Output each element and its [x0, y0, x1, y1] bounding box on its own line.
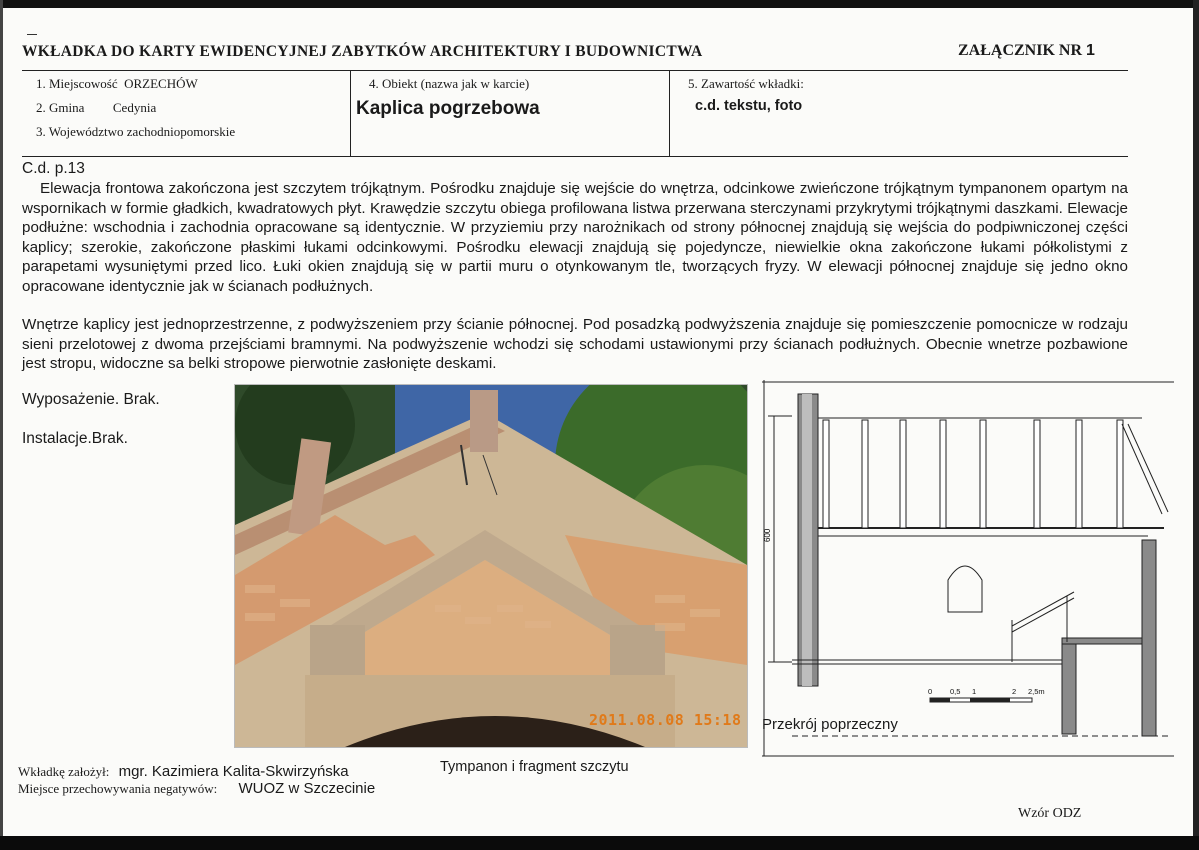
scan-border-bottom: [0, 836, 1199, 850]
scale-label-3: 2: [1012, 687, 1017, 696]
author-line: [18, 763, 349, 780]
content-label: 5. Zawartość wkładki:: [688, 76, 804, 91]
header-rule-bottom: [22, 156, 1128, 157]
storage-line: [18, 780, 375, 797]
content-value: c.d. tekstu, foto: [695, 98, 803, 114]
scan-border-right: [1193, 0, 1199, 850]
form-identifier: Wzór ODZ: [1018, 806, 1082, 821]
tympanum-photo-image: [235, 385, 747, 747]
commune-value: Cedynia: [112, 100, 157, 115]
scale-label-1: 0,5: [950, 687, 961, 696]
description-paragraph-1: Elewacja frontowa zakończona jest szczytem trójkątnym. Pośrodku znajduje się wejście do wnętrza, odcinkowe zwieńczone trójkątnym tympanonem opartym na wspornikach w formie gładkich, kwadratowych płyt. Krawędzie szczytu obiega profilowana listwa przerwana sterczynami przykrytymi trójkątnymi daszkami. Elewacje podłużne: wschodnia i zachodnia opracowane są identycznie. W przyziemiu przy narożnikach od strony północnej znajdują się wejścia do podpiwniczonej części kaplicy; szerokie, zakończone płaskimi łukami odcinkowymi. Pośrodku elewacji znajdują się pojedyncze, niewielkie okna zakończone łukami półkolistymi z parapetami wysuniętymi przed lico. Łuki okien znajdują się w partii muru o otynkowanym tle, tworzących fryzy. W elewacji północnej znajduje się jedno okno opracowane identycznie jak w ścianach podłużnych.: [22, 180, 1128, 295]
locality-field: [36, 76, 198, 92]
header-rule-top: [22, 70, 1128, 71]
annex-text: ZAŁĄCZNIK NR: [958, 42, 1083, 59]
author-value: mgr. Kazimiera Kalita-Skwirzyńska: [118, 763, 349, 780]
document-title: WKŁADKA DO KARTY EWIDENCYJNEJ ZABYTKÓW ARCHITEKTURY I BUDOWNICTWA: [22, 43, 703, 60]
locality-label: 1. Miejscowość: [36, 76, 118, 91]
scan-border-top: [0, 0, 1199, 8]
commune-label: 2. Gmina: [36, 100, 85, 115]
author-label: Wkładkę założył:: [18, 764, 110, 779]
continuation-label: C.d. p.13: [22, 160, 85, 177]
header-divider-1: [350, 70, 351, 157]
scan-border-left: [0, 0, 3, 850]
locality-value: ORZECHÓW: [124, 76, 198, 91]
equipment-note: Wyposażenie. Brak.: [22, 391, 160, 408]
description-paragraph-2: Wnętrze kaplicy jest jednoprzestrzenne, z podwyższeniem przy ścianie północnej. Pod posadzką podwyższenia znajduje się pomieszczenie pomocnicze w rodzaju sieni przelotowej z dwoma przejściami bramnymi. Na podwyższenie wchodzi się schodami ustawionymi przy ścianach podłużnych. Obecnie wnetrze pozbawione jest stropu, widoczne sa belki stropowe pierwotnie zasłonięte deskami.: [22, 316, 1128, 372]
header-divider-2: [669, 70, 670, 157]
storage-value: WUOZ w Szczecinie: [238, 780, 376, 797]
photo-caption: Tympanon i fragment szczytu: [440, 759, 629, 775]
annex-number: 1: [1086, 42, 1095, 59]
tympanum-photo: [234, 384, 748, 748]
commune-field: [36, 100, 156, 116]
voivodeship-label: 3. Województwo zachodniopomorskie: [36, 124, 236, 139]
storage-label: Miejsce przechowywania negatywów:: [18, 781, 218, 796]
drawing-caption: Przekrój poprzeczny: [762, 716, 898, 733]
object-label: 4. Obiekt (nazwa jak w karcie): [369, 76, 530, 91]
annex-label: [958, 42, 1095, 60]
object-name: Kaplica pogrzebowa: [356, 98, 540, 119]
scale-label-0: 0: [928, 687, 933, 696]
corner-mark: [27, 34, 37, 35]
height-dimension-label: 600: [763, 528, 772, 542]
photo-timestamp: 2011.08.08 15:18: [589, 711, 742, 729]
scale-label-2: 1: [972, 687, 977, 696]
cross-section-drawing: [762, 380, 1176, 758]
scale-label-4: 2,5m: [1028, 687, 1045, 696]
installations-note: Instalacje.Brak.: [22, 430, 128, 447]
